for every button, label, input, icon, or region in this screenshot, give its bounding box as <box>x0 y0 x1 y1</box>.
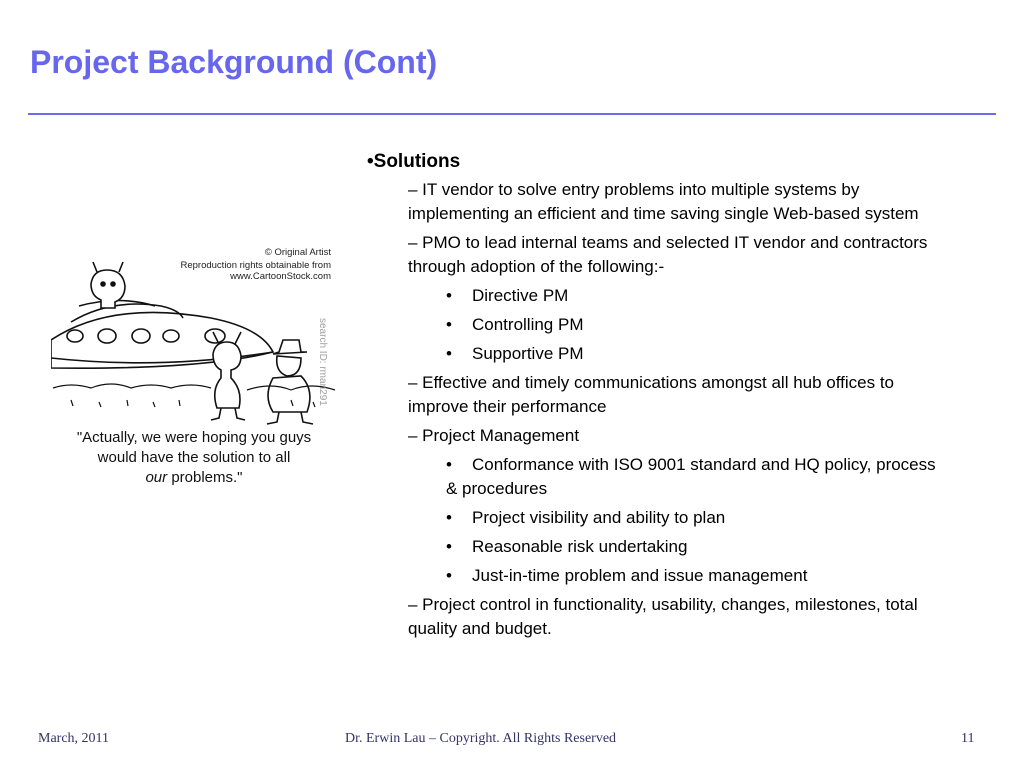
sub-bullet-jit <box>446 564 946 588</box>
bullet-marker: • <box>446 344 452 363</box>
sub-bullet-risk <box>446 535 946 559</box>
credit-rights: Reproduction rights obtainable from <box>180 260 331 271</box>
bullet-marker: • <box>446 566 452 585</box>
sub-bullet-controlling-pm <box>446 313 946 337</box>
slide-title: Project Background (Cont) <box>30 44 438 80</box>
cartoon-image <box>51 240 337 492</box>
cartoon-caption <box>51 428 337 488</box>
credit-site: www.CartoonStock.com <box>230 271 331 282</box>
sub-bullet-text: Conformance with ISO 9001 standard and HQ policy, process & procedures <box>446 455 936 498</box>
caption-line-2: would have the solution to all <box>97 449 291 466</box>
sub-bullet-iso-conformance <box>446 453 946 501</box>
footer-date: March, 2011 <box>38 731 110 746</box>
solution-item-pmo: – PMO to lead internal teams and selected IT vendor and contractors through adoption of the following:- <box>408 233 928 276</box>
solutions-heading: •Solutions <box>367 151 461 172</box>
caption-line-3-rest: problems." <box>167 469 243 486</box>
caption-emphasis: our <box>145 469 168 486</box>
sub-bullet-text: Controlling PM <box>472 315 584 334</box>
footer-page-number: 11 <box>961 731 975 746</box>
solution-item-it-vendor: – IT vendor to solve entry problems into multiple systems by implementing an efficient and time saving single Web-based system <box>408 180 919 223</box>
caption-line-1: "Actually, we were hoping you guys <box>76 429 312 446</box>
solutions-content <box>367 150 967 646</box>
bullet-marker: • <box>446 315 452 334</box>
caption-line-3 <box>51 468 337 488</box>
bullet-marker: • <box>446 286 452 305</box>
cartoon-search-id: search ID: rman291 <box>317 318 328 406</box>
solution-item-communications: – Effective and timely communications amongst all hub offices to improve their performance <box>408 373 895 416</box>
solution-item-project-control: – Project control in functionality, usability, changes, milestones, total quality and budget. <box>408 595 918 638</box>
sub-bullet-text: Project visibility and ability to plan <box>472 508 726 527</box>
bullet-marker: • <box>446 537 452 556</box>
sub-bullet-directive-pm <box>446 284 946 308</box>
title-divider <box>28 113 996 115</box>
footer-copyright: Dr. Erwin Lau – Copyright. All Rights Reserved <box>345 731 617 746</box>
sub-bullet-visibility <box>446 506 946 530</box>
bullet-marker: • <box>446 455 452 474</box>
sub-bullet-text: Reasonable risk undertaking <box>472 537 688 556</box>
sub-bullet-supportive-pm <box>446 342 946 366</box>
bullet-marker: • <box>446 508 452 527</box>
sub-bullet-text: Directive PM <box>472 286 569 305</box>
sub-bullet-text: Just-in-time problem and issue management <box>472 566 808 585</box>
credit-copyright: © Original Artist <box>264 247 331 258</box>
man-in-hat-icon <box>267 340 313 424</box>
sub-bullet-text: Supportive PM <box>472 344 584 363</box>
solution-item-project-management: – Project Management <box>408 426 580 445</box>
